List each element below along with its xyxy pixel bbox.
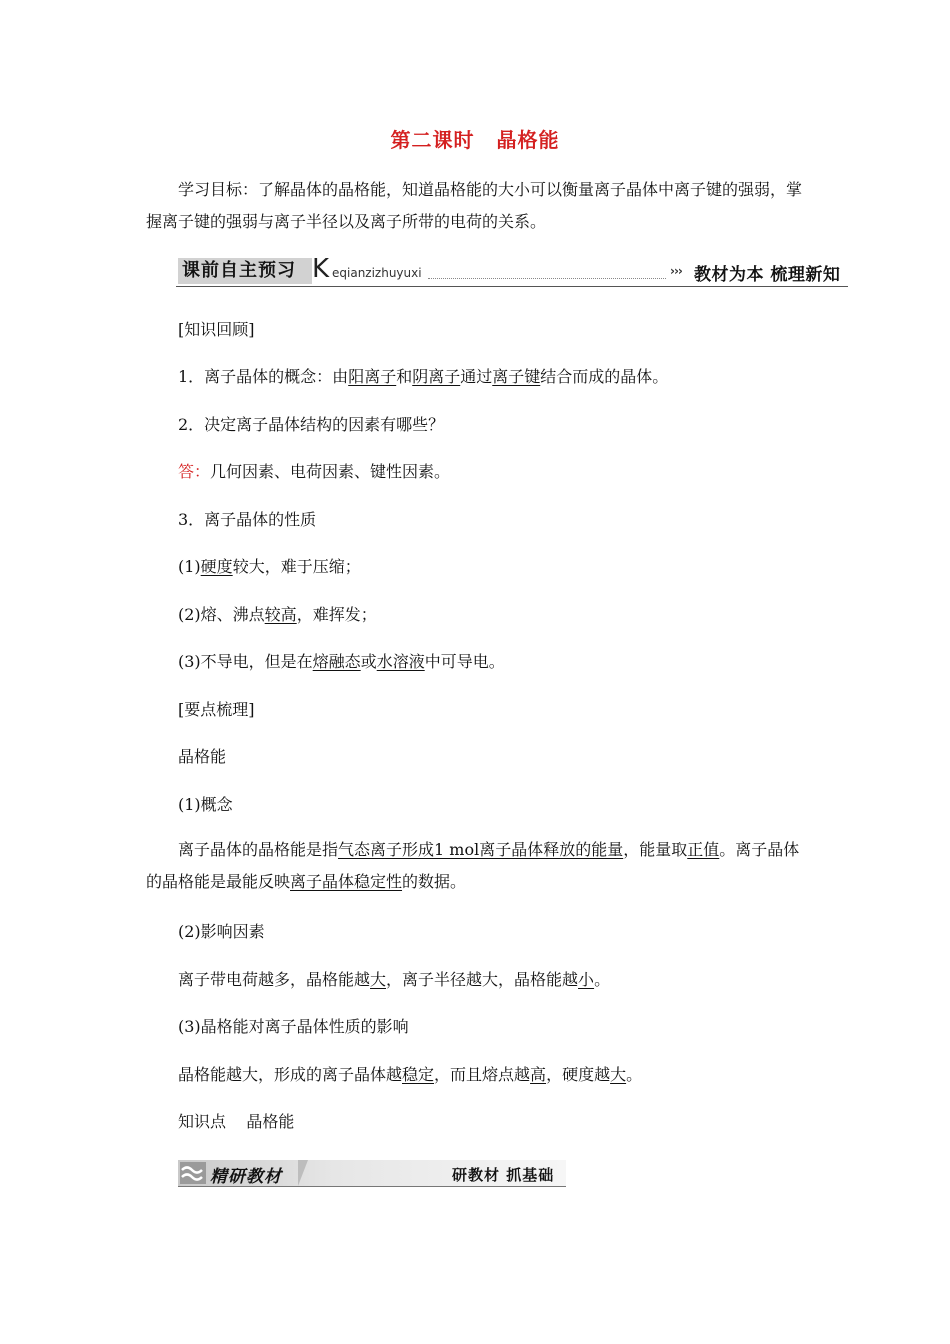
banner-slant — [298, 1160, 308, 1186]
answer-blank: 正值 — [687, 840, 720, 859]
review-q2: 2．决定离子晶体结构的因素有哪些？ — [178, 415, 445, 434]
answer-blank: 离子晶体稳定性 — [290, 872, 403, 891]
answer-blank: 大 — [370, 970, 387, 989]
key-topic: 晶格能 — [178, 747, 227, 766]
banner-tag: 课前自主预习 — [178, 258, 312, 284]
review-q3: 3．离子晶体的性质 — [178, 510, 317, 529]
key-heading: [要点梳理] — [178, 700, 255, 719]
answer-blank: 小 — [578, 970, 595, 989]
answer-blank: 水溶液 — [376, 652, 425, 671]
section-banner-preview — [176, 256, 848, 290]
page-title — [0, 124, 950, 153]
title-topic: 晶格能 — [496, 128, 560, 152]
concept-paragraph: 离子晶体的晶格能是指气态离子形成1 mol离子晶体释放的能量，能量取正值。离子晶体的晶格能是最能反映离子晶体稳定性的数据。 — [146, 840, 800, 891]
knowledge-point: 知识点 晶格能 — [178, 1112, 295, 1131]
chevrons-icon: ››› — [670, 264, 682, 278]
banner-slogan: 研教材 抓基础 — [452, 1166, 555, 1184]
answer-blank: 硬度 — [200, 557, 233, 576]
answer-blank: 稳定 — [402, 1065, 435, 1084]
answer-blank: 高 — [530, 1065, 547, 1084]
banner-tag: 精研教材 — [210, 1167, 282, 1187]
answer-blank: 阴离子 — [412, 367, 461, 386]
wave-icon — [180, 1162, 206, 1184]
answer-blank: 大 — [610, 1065, 627, 1084]
effect-text: 晶格能越大，形成的离子晶体越稳定，而且熔点越高，硬度越大。 — [178, 1065, 643, 1084]
answer-blank: 离子键 — [492, 367, 541, 386]
banner-pinyin: eqianzizhuyuxi — [332, 266, 422, 280]
factors-heading: (2)影响因素 — [178, 922, 265, 941]
review-answer: 答：几何因素、电荷因素、键性因素。 — [178, 462, 451, 481]
banner-dotted-line — [428, 278, 666, 279]
answer-label: 答： — [178, 462, 211, 481]
learning-objective: 学习目标：了解晶体的晶格能，知道晶格能的大小可以衡量离子晶体中离子键的强弱，掌握离子键的强弱与离子半径以及离子所带的电荷的关系。 — [146, 180, 803, 231]
review-q1: 1．离子晶体的概念：由阳离子和阴离子通过离子键结合而成的晶体。 — [178, 367, 669, 386]
property-3: (3)不导电，但是在熔融态或水溶液中可导电。 — [178, 652, 505, 671]
review-heading: [知识回顾] — [178, 320, 255, 339]
title-lesson: 第二课时 — [390, 128, 475, 152]
effect-heading: (3)晶格能对离子晶体性质的影响 — [178, 1017, 409, 1036]
concept-heading: (1)概念 — [178, 795, 233, 814]
answer-blank: 熔融态 — [312, 652, 361, 671]
banner-slogan: 教材为本 梳理新知 — [694, 265, 841, 285]
section-banner-study — [178, 1158, 566, 1190]
answer-blank: 较高 — [264, 605, 297, 624]
banner-rule — [178, 1186, 566, 1187]
property-1: (1)硬度较大，难于压缩； — [178, 557, 361, 576]
property-2: (2)熔、沸点较高，难挥发； — [178, 605, 377, 624]
banner-big-letter: K — [312, 254, 330, 284]
answer-blank: 气态离子形成1 mol离子晶体释放的能量 — [338, 840, 624, 859]
banner-rule — [176, 286, 848, 287]
answer-blank: 阳离子 — [348, 367, 397, 386]
factors-text: 离子带电荷越多，晶格能越大，离子半径越大，晶格能越小。 — [178, 970, 611, 989]
